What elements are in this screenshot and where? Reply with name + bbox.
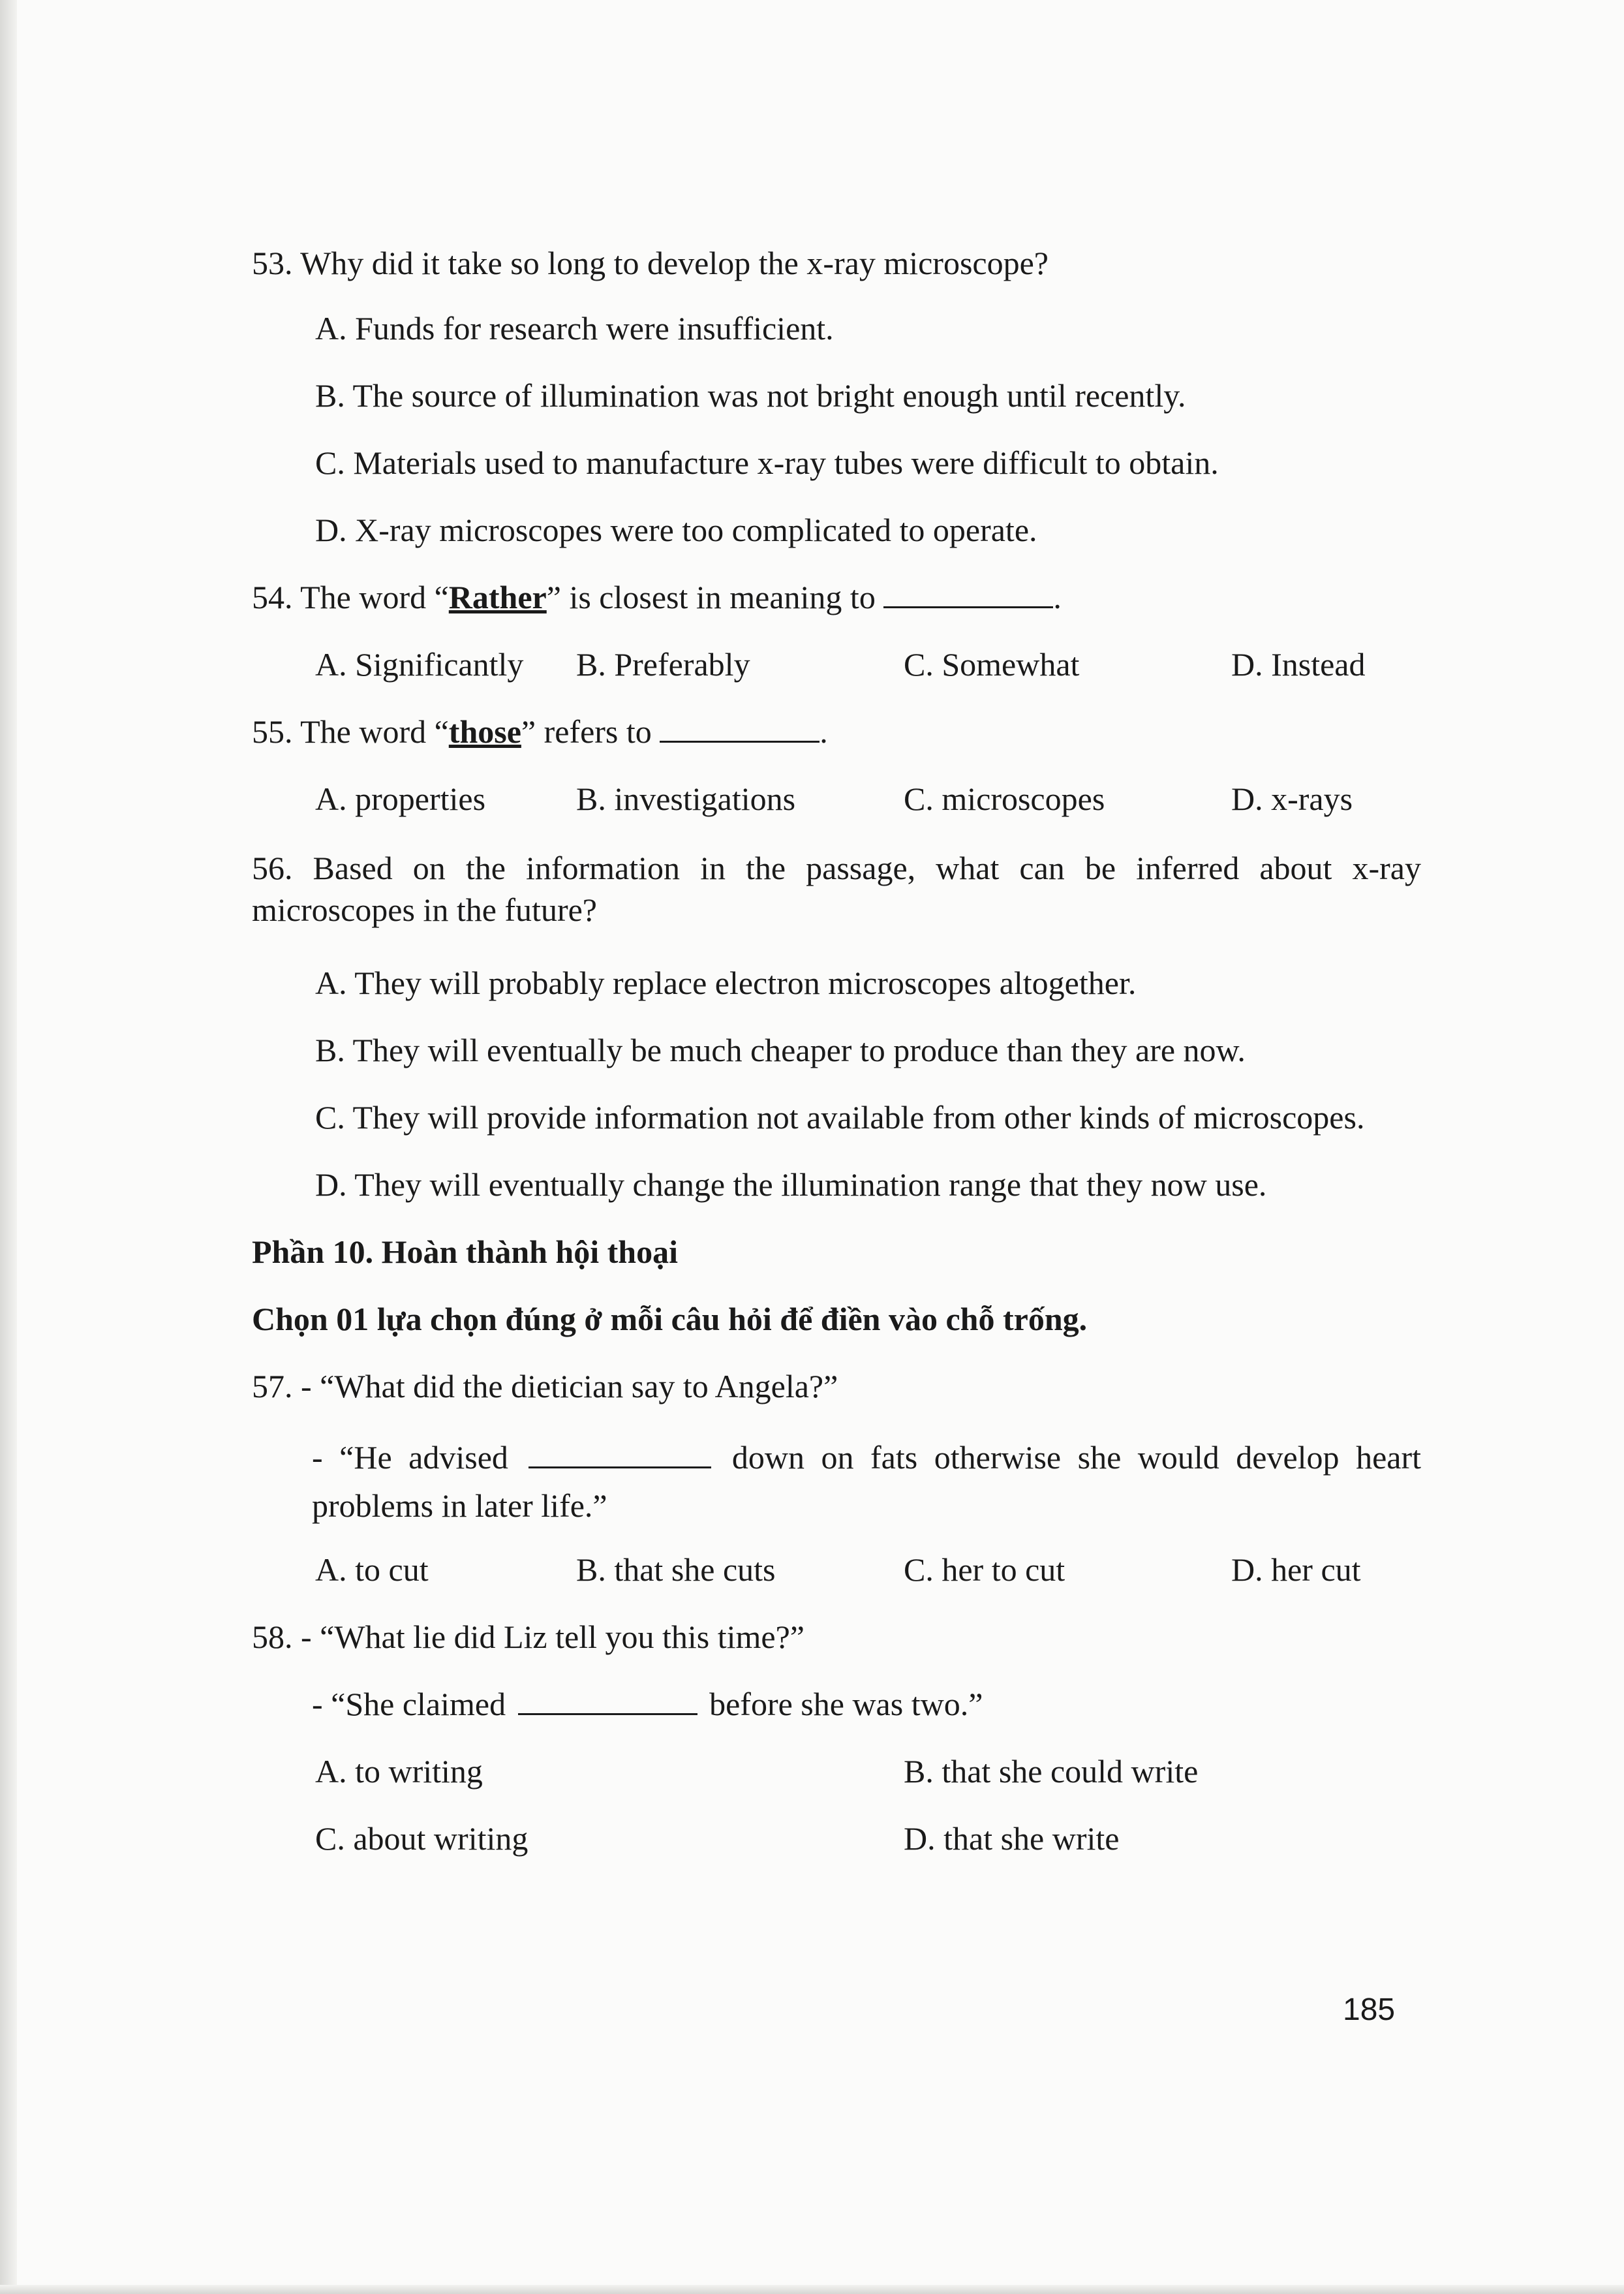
question-54-end: . (1053, 579, 1062, 615)
question-58-option-c: C. about writing (315, 1820, 529, 1857)
answer-blank (518, 1684, 697, 1715)
question-55-options (315, 779, 1424, 819)
question-58-options-row-1 (315, 1751, 1424, 1791)
question-55-keyword: those (448, 713, 521, 750)
question-56-option-c: C. They will provide information not available from other kinds of microscopes. (315, 1099, 1365, 1136)
question-55-prefix: 55. The word “ (252, 713, 449, 750)
question-53-option-a: A. Funds for research were insufficient. (315, 310, 834, 347)
question-54-option-d: D. Instead (1231, 646, 1366, 683)
question-57-reply (312, 1433, 1421, 1530)
question-54-options (315, 644, 1424, 685)
question-53-option-c: C. Materials used to manufacture x-ray tubes were difficult to obtain. (315, 444, 1219, 481)
question-54-keyword: Rather (448, 579, 547, 615)
question-58-stem: 58. - “What lie did Liz tell you this time?” (252, 1619, 804, 1655)
question-53-stem: 53. Why did it take so long to develop the x-ray microscope? (252, 245, 1049, 281)
section-instruction: Chọn 01 lựa chọn đúng ở mỗi câu hỏi để điền vào chỗ trống. (252, 1301, 1088, 1337)
question-55-suffix: ” refers to (521, 713, 660, 750)
question-55-option-d: D. x-rays (1231, 781, 1353, 817)
question-56-stem: 56. Based on the information in the passage, what can be inferred about x-ray microscopes in the future? (252, 850, 1421, 928)
question-57-option-a: A. to cut (315, 1551, 429, 1588)
question-57-option-b: B. that she cuts (576, 1551, 776, 1588)
question-57-reply-start: - “He advised (312, 1439, 525, 1476)
question-57-option-d: D. her cut (1231, 1551, 1361, 1588)
question-55-stem (252, 711, 828, 752)
question-58-reply-start: - “She claimed (312, 1686, 514, 1722)
question-58-option-b: B. that she could write (904, 1753, 1199, 1790)
answer-blank (660, 712, 820, 743)
question-58-reply-end: before she was two.” (701, 1686, 983, 1722)
question-56-option-a: A. They will probably replace electron microscopes altogether. (315, 965, 1137, 1001)
answer-blank (529, 1438, 711, 1468)
answer-blank (883, 578, 1053, 608)
question-58-reply (312, 1684, 983, 1724)
question-57-reply-end: down on fats otherwise she would develop heart problems in later life.” (312, 1439, 1421, 1524)
question-57-option-c: C. her to cut (904, 1551, 1065, 1588)
question-56-option-b: B. They will eventually be much cheaper to produce than they are now. (315, 1032, 1246, 1068)
question-55-option-a: A. properties (315, 781, 486, 817)
question-55-option-b: B. investigations (576, 781, 796, 817)
question-56-option-d: D. They will eventually change the illumination range that they now use. (315, 1166, 1267, 1203)
question-58-options-row-2 (315, 1818, 1424, 1859)
question-54-suffix: ” is closest in meaning to (546, 579, 884, 615)
question-57-options (315, 1549, 1424, 1590)
section-title: Phần 10. Hoàn thành hội thoại (252, 1233, 678, 1270)
question-54-option-b: B. Preferably (576, 646, 750, 683)
question-58-option-a: A. to writing (315, 1753, 483, 1790)
question-53-option-b: B. The source of illumination was not bright enough until recently. (315, 377, 1186, 414)
question-57-stem: 57. - “What did the dietician say to Angela?” (252, 1368, 838, 1404)
question-54-option-a: A. Significantly (315, 646, 524, 683)
question-54-prefix: 54. The word “ (252, 579, 449, 615)
question-54-option-c: C. Somewhat (904, 646, 1080, 683)
question-55-end: . (820, 713, 828, 750)
scan-left-edge (0, 0, 17, 2294)
question-55-option-c: C. microscopes (904, 781, 1105, 817)
question-54-stem (252, 577, 1062, 617)
question-58-option-d: D. that she write (904, 1820, 1120, 1857)
page-number: 185 (1343, 1992, 1396, 2027)
scan-bottom-edge (0, 2285, 1624, 2294)
question-53-option-d: D. X-ray microscopes were too complicated to operate. (315, 512, 1037, 548)
